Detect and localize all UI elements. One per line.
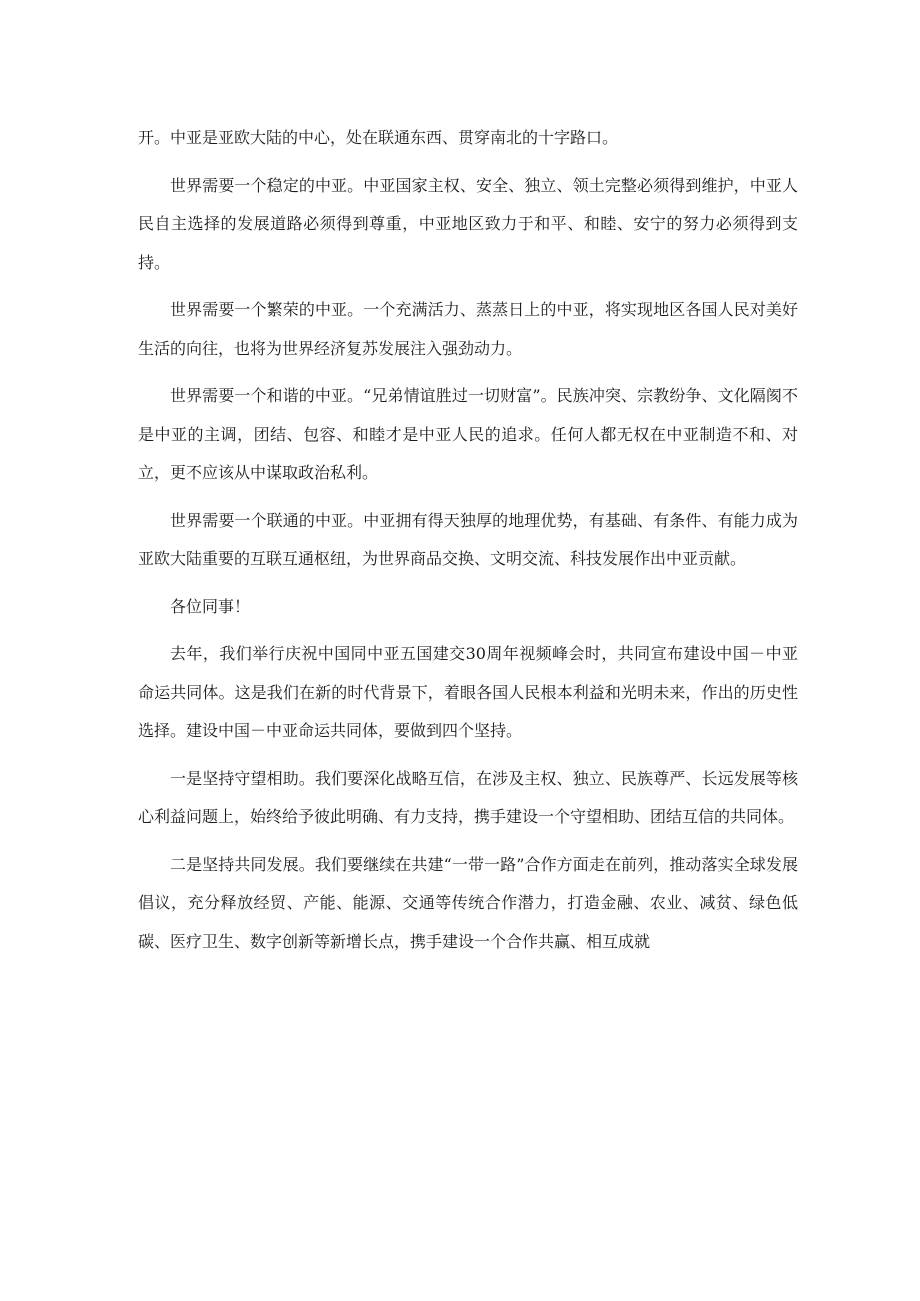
paragraph-9: 二是坚持共同发展。我们要继续在共建“一带一路”合作方面走在前列，推动落实全球发展倡议，充分释放经贸、产能、能源、交通等传统合作潜力，打造金融、农业、减贫、绿色低碳、医疗卫生、数字创新等新增长点，携手建设一个合作共赢、相互成就 <box>138 854 798 951</box>
paragraph-4: 世界需要一个和谐的中亚。“兄弟情谊胜过一切财富”。民族冲突、宗教纷争、文化隔阂不是中亚的主调，团结、包容、和睦才是中亚人民的追求。任何人都无权在中亚制造不和、对立，更不应该从中谋取政治私利。 <box>138 386 798 482</box>
paragraph-3: 世界需要一个繁荣的中亚。一个充满活力、蒸蒸日上的中亚，将实现地区各国人民对美好生活的向往，也将为世界经济复苏发展注入强劲动力。 <box>138 300 798 358</box>
paragraph-2: 世界需要一个稳定的中亚。中亚国家主权、安全、独立、领土完整必须得到维护，中亚人民自主选择的发展道路必须得到尊重，中亚地区致力于和平、和睦、安宁的努力必须得到支持。 <box>138 175 798 272</box>
paragraph-7: 去年，我们举行庆祝中国同中亚五国建交30周年视频峰会时，共同宣布建设中国－中亚命运共同体。这是我们在新的时代背景下，着眼各国人民根本利益和光明未来，作出的历史性选择。建设中国－中亚命运共同体，要做到四个坚持。 <box>138 644 798 740</box>
paragraph-8: 一是坚持守望相助。我们要深化战略互信，在涉及主权、独立、民族尊严、长远发展等核心利益问题上，始终给予彼此明确、有力支持，携手建设一个守望相助、团结互信的共同体。 <box>138 768 798 826</box>
paragraph-6: 各位同事！ <box>170 596 251 616</box>
paragraph-5: 世界需要一个联通的中亚。中亚拥有得天独厚的地理优势，有基础、有条件、有能力成为亚欧大陆重要的互联互通枢纽，为世界商品交换、文明交流、科技发展作出中亚贡献。 <box>138 510 798 568</box>
paragraph-1: 开。中亚是亚欧大陆的中心，处在联通东西、贯穿南北的十字路口。 <box>138 128 619 147</box>
document-body <box>138 119 798 970</box>
